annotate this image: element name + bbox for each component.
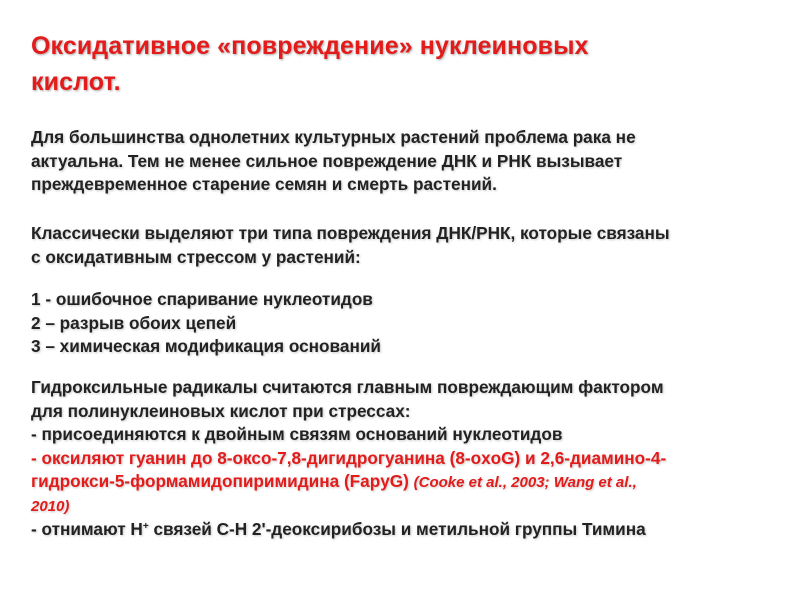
bullet-hydrogen-text-1: - отнимают Н bbox=[31, 519, 143, 539]
paragraph-hydroxyl-radicals bbox=[31, 376, 776, 542]
title-line-1: Оксидативное «повреждение» нуклеиновых bbox=[31, 32, 589, 60]
damage-type-item: 2 – разрыв обоих цепей bbox=[31, 312, 237, 333]
slide-title bbox=[31, 28, 751, 100]
title-line-2: кислот. bbox=[31, 68, 121, 96]
bullet-hydrogen-text-2: связей С-Н 2'-деоксирибозы и метильной группы Тимина bbox=[148, 519, 646, 539]
bullet-guanine-oxidation-text: гидрокси-5-формамидопиримидина (FapyG) bbox=[31, 471, 414, 491]
citation-part-1: (Cooke et al., 2003; Wang et al., bbox=[413, 474, 637, 491]
superscript-plus: + bbox=[142, 521, 149, 532]
paragraph-damage-types-intro bbox=[31, 222, 776, 269]
damage-type-item: 3 – химическая модификация оснований bbox=[31, 336, 381, 356]
paragraph-2-line-1: Классически выделяют три типа повреждения ДНК/РНК, которые связаны bbox=[31, 223, 670, 243]
paragraph-1-line-1: Для большинства однолетних культурных растений проблема рака не bbox=[31, 127, 636, 147]
paragraph-cancer-relevance bbox=[31, 126, 776, 197]
damage-types-list bbox=[31, 288, 776, 359]
bullet-guanine-oxidation-line-2 bbox=[31, 470, 776, 495]
paragraph-4-line-2: для полинуклеиновых кислот при стрессах: bbox=[31, 400, 411, 421]
bullet-double-bonds: - присоединяются к двойным связям оснований нуклеотидов bbox=[31, 424, 563, 444]
bullet-guanine-oxidation-line-1: - оксиляют гуанин до 8-оксо-7,8-дигидрогуанина (8-oxoG) и 2,6-диамино-4- bbox=[31, 447, 667, 468]
paragraph-2-line-2: с оксидативным стрессом у растений: bbox=[31, 246, 361, 267]
damage-type-item: 1 - ошибочное спаривание нуклеотидов bbox=[31, 289, 373, 309]
paragraph-1-line-2: актуальна. Тем не менее сильное повреждение ДНК и РНК вызывает bbox=[31, 150, 623, 171]
citation-part-2: 2010) bbox=[31, 497, 70, 515]
paragraph-4-line-1: Гидроксильные радикалы считаются главным повреждающим фактором bbox=[31, 377, 664, 397]
bullet-hydrogen-abstraction bbox=[31, 518, 776, 542]
paragraph-1-line-3: преждевременное старение семян и смерть растений. bbox=[31, 174, 497, 194]
